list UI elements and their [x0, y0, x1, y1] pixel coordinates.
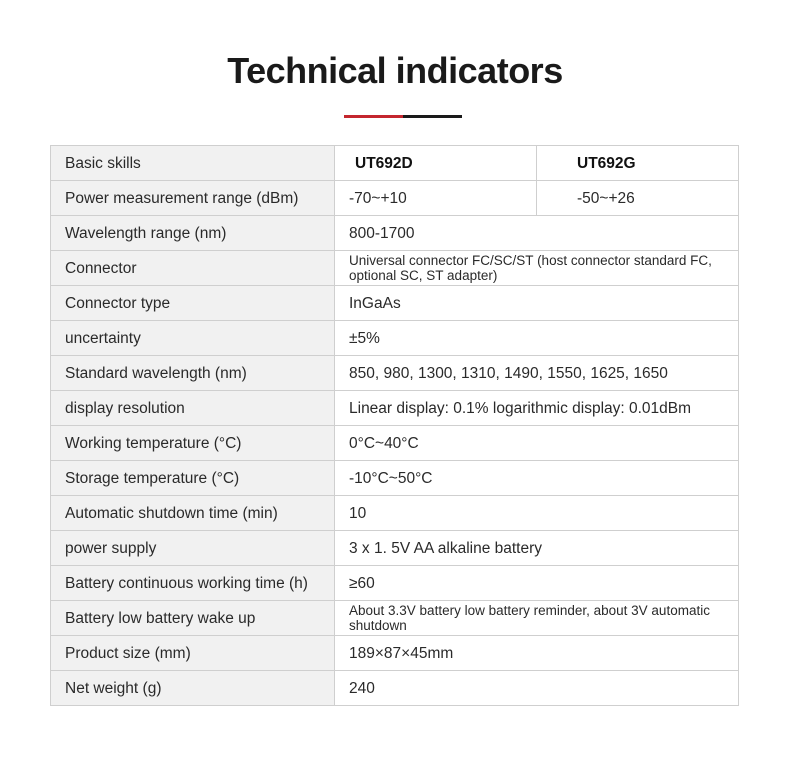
table-header-row — [51, 146, 739, 181]
row-value: 189×87×45mm — [335, 636, 739, 671]
row-label: power supply — [51, 531, 335, 566]
row-label: Standard wavelength (nm) — [51, 356, 335, 391]
row-value: 800-1700 — [335, 216, 739, 251]
row-value: InGaAs — [335, 286, 739, 321]
header-label-cell: Basic skills — [51, 146, 335, 181]
title-underline-red — [344, 115, 403, 118]
row-label: Connector type — [51, 286, 335, 321]
row-label: Wavelength range (nm) — [51, 216, 335, 251]
row-label: Storage temperature (°C) — [51, 461, 335, 496]
row-label: Product size (mm) — [51, 636, 335, 671]
table-row — [51, 321, 739, 356]
table-row — [51, 356, 739, 391]
table-row — [51, 251, 739, 286]
row-label: display resolution — [51, 391, 335, 426]
row-value: ±5% — [335, 321, 739, 356]
table-row — [51, 671, 739, 706]
table-row — [51, 566, 739, 601]
row-label: Connector — [51, 251, 335, 286]
title-underline — [344, 115, 462, 118]
table-row — [51, 426, 739, 461]
row-label: Battery continuous working time (h) — [51, 566, 335, 601]
table-row — [51, 216, 739, 251]
table-row — [51, 286, 739, 321]
power-range-label: Power measurement range (dBm) — [51, 181, 335, 216]
row-label: Net weight (g) — [51, 671, 335, 706]
spec-table — [50, 145, 739, 706]
table-row — [51, 601, 739, 636]
row-value: About 3.3V battery low battery reminder, about 3V automatic shutdown — [335, 601, 739, 636]
title-underline-dark — [403, 115, 462, 118]
row-value: -10°C~50°C — [335, 461, 739, 496]
row-label: uncertainty — [51, 321, 335, 356]
row-value: Universal connector FC/SC/ST (host connector standard FC, optional SC, ST adapter) — [335, 251, 739, 286]
row-label: Automatic shutdown time (min) — [51, 496, 335, 531]
row-label: Working temperature (°C) — [51, 426, 335, 461]
power-range-d: -70~+10 — [335, 181, 537, 216]
power-range-g: -50~+26 — [537, 181, 739, 216]
model-d-header: UT692D — [335, 146, 537, 181]
row-value: Linear display: 0.1% logarithmic display: 0.01dBm — [335, 391, 739, 426]
row-value: ≥60 — [335, 566, 739, 601]
table-row — [51, 531, 739, 566]
row-label: Battery low battery wake up — [51, 601, 335, 636]
table-row — [51, 496, 739, 531]
row-value: 3 x 1. 5V AA alkaline battery — [335, 531, 739, 566]
table-row — [51, 461, 739, 496]
model-g-header: UT692G — [537, 146, 739, 181]
row-value: 850, 980, 1300, 1310, 1490, 1550, 1625, 1650 — [335, 356, 739, 391]
page-title: Technical indicators — [227, 50, 563, 91]
row-value: 10 — [335, 496, 739, 531]
table-row-power-range — [51, 181, 739, 216]
table-row — [51, 391, 739, 426]
row-value: 240 — [335, 671, 739, 706]
row-value: 0°C~40°C — [335, 426, 739, 461]
table-row — [51, 636, 739, 671]
